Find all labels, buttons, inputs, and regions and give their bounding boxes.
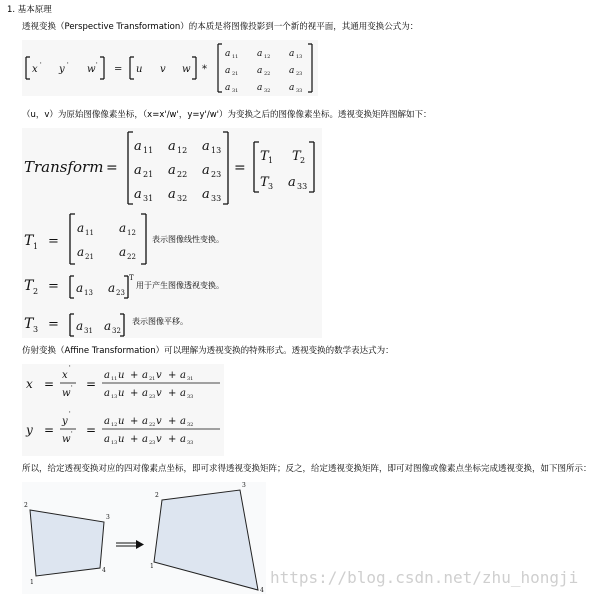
svg-text:v: v [156, 416, 162, 427]
right-corner-1: 1 [150, 563, 154, 570]
svg-text:u: u [118, 416, 125, 427]
conclusion-text: 所以，给定透视变换对应的四对像素点坐标，即可求得透视变换矩阵；反之，给定透视变换矩阵，即可对图像或像素点坐标完成透视变换，如下图所示： [22, 464, 592, 474]
svg-text:=: = [86, 377, 97, 391]
svg-text:a: a [257, 83, 263, 93]
svg-text:y: y [26, 423, 33, 437]
svg-text:2: 2 [300, 156, 306, 165]
svg-text:a: a [225, 49, 231, 59]
intro-text: 透视变换（Perspective Transformation）的本质是将图像投影到一个新的视平面，其通用变换公式为： [22, 22, 419, 32]
svg-text:2: 2 [33, 287, 39, 296]
svg-text:a: a [77, 221, 85, 235]
svg-text:': ' [69, 365, 71, 372]
svg-text:13: 13 [211, 146, 222, 155]
svg-text:': ' [67, 62, 69, 69]
svg-text:T: T [24, 278, 34, 294]
svg-text:12: 12 [264, 54, 271, 60]
svg-text:=: = [48, 279, 59, 294]
svg-text:v: v [160, 64, 166, 75]
watermark-url: https://blog.csdn.net/zhu_hongji [270, 568, 579, 587]
svg-text:12: 12 [177, 146, 188, 155]
svg-text:+: + [130, 416, 139, 427]
svg-text:23: 23 [116, 289, 125, 297]
svg-text:a: a [289, 66, 295, 76]
svg-text:22: 22 [177, 170, 188, 179]
svg-text:a: a [180, 370, 186, 381]
svg-text:=: = [44, 377, 55, 391]
svg-text:T: T [129, 274, 134, 282]
svg-text:a: a [76, 281, 84, 295]
svg-text:3: 3 [268, 182, 274, 191]
left-corner-3: 3 [106, 514, 110, 521]
svg-text:12: 12 [111, 422, 118, 428]
uv-text: （u，v）为原始图像像素坐标，（x=x'/w'，y=y'/w'）为变换之后的图像像素坐标。透视变换矩阵图解如下： [22, 110, 432, 120]
svg-text:T: T [24, 316, 34, 332]
svg-text:a: a [142, 416, 148, 427]
svg-text:x: x [26, 377, 33, 391]
svg-text:21: 21 [232, 71, 239, 77]
svg-text:31: 31 [187, 376, 194, 382]
svg-text:1: 1 [268, 156, 274, 165]
svg-text:y: y [62, 416, 68, 427]
svg-text:': ' [40, 62, 42, 69]
svg-text:13: 13 [111, 394, 118, 400]
svg-text:11: 11 [143, 146, 154, 155]
svg-text:=: = [234, 160, 246, 176]
svg-text:x: x [32, 64, 38, 75]
svg-text:a: a [134, 187, 142, 202]
svg-text:=: = [44, 423, 55, 437]
svg-text:a: a [134, 163, 142, 178]
svg-text:+: + [168, 434, 177, 445]
svg-text:a: a [104, 319, 112, 333]
left-corner-1: 1 [30, 579, 34, 586]
svg-text:a: a [289, 83, 295, 93]
svg-text:21: 21 [143, 170, 154, 179]
svg-text:33: 33 [211, 194, 222, 203]
svg-text:11: 11 [232, 54, 239, 60]
svg-text:a: a [119, 221, 127, 235]
svg-text:=: = [48, 317, 59, 332]
svg-text:': ' [71, 431, 73, 438]
svg-text:23: 23 [211, 170, 222, 179]
svg-text:33: 33 [187, 394, 194, 400]
svg-text:a: a [77, 245, 85, 259]
svg-text:a: a [288, 175, 296, 190]
svg-text:22: 22 [149, 422, 156, 428]
svg-text:u: u [118, 434, 125, 445]
svg-text:w: w [87, 64, 96, 75]
svg-text:+: + [130, 388, 139, 399]
svg-text:T: T [24, 233, 34, 249]
svg-text:=: = [114, 64, 123, 75]
xy-formulas [22, 364, 224, 456]
svg-text:a: a [225, 83, 231, 93]
svg-text:13: 13 [296, 54, 303, 60]
svg-text:u: u [136, 64, 143, 75]
svg-text:a: a [168, 187, 176, 202]
svg-text:32: 32 [264, 88, 271, 94]
svg-text:*: * [202, 64, 207, 75]
transform-arrow-icon [116, 540, 144, 549]
svg-text:23: 23 [149, 440, 156, 446]
svg-text:a: a [104, 434, 110, 445]
svg-text:a: a [142, 434, 148, 445]
svg-text:v: v [156, 370, 162, 381]
left-corner-4: 4 [102, 567, 106, 574]
svg-text:=: = [86, 423, 97, 437]
svg-text:u: u [118, 370, 125, 381]
t3-description: 表示图像平移。 [132, 317, 188, 326]
svg-text:a: a [202, 187, 210, 202]
svg-text:a: a [168, 139, 176, 154]
svg-text:a: a [76, 319, 84, 333]
svg-text:13: 13 [84, 289, 93, 297]
svg-text:': ' [96, 62, 98, 69]
svg-text:T: T [292, 149, 301, 164]
svg-text:a: a [289, 49, 295, 59]
svg-text:a: a [225, 66, 231, 76]
svg-text:22: 22 [264, 71, 271, 77]
svg-text:+: + [130, 434, 139, 445]
svg-text:a: a [119, 245, 127, 259]
svg-text:=: = [106, 160, 118, 176]
right-corner-3: 3 [242, 482, 246, 489]
svg-text:T: T [260, 175, 269, 190]
svg-text:a: a [134, 139, 142, 154]
svg-text:a: a [257, 49, 263, 59]
svg-text:22: 22 [127, 253, 136, 261]
svg-text:13: 13 [111, 440, 118, 446]
svg-text:21: 21 [149, 376, 156, 382]
svg-text:a: a [180, 388, 186, 399]
svg-text:a: a [104, 416, 110, 427]
svg-text:21: 21 [85, 253, 94, 261]
svg-text:a: a [180, 416, 186, 427]
affine-text: 仿射变换（Affine Transformation）可以理解为透视变换的特殊形式。透视变换的数学表达式为： [22, 346, 394, 356]
svg-text:+: + [130, 370, 139, 381]
svg-text:y: y [59, 64, 65, 75]
svg-text:33: 33 [187, 440, 194, 446]
left-corner-2: 2 [24, 502, 28, 509]
svg-text:11: 11 [85, 229, 94, 237]
t1-description: 表示图像线性变换。 [152, 235, 224, 244]
svg-text:': ' [71, 385, 73, 392]
right-corner-4: 4 [260, 587, 264, 594]
svg-text:1: 1 [33, 242, 39, 251]
svg-text:w: w [62, 434, 71, 445]
svg-text:3: 3 [33, 325, 39, 334]
svg-text:+: + [168, 388, 177, 399]
svg-text:w: w [62, 388, 71, 399]
svg-text:=: = [48, 234, 59, 249]
svg-text:a: a [202, 139, 210, 154]
svg-text:a: a [108, 281, 116, 295]
svg-text:a: a [142, 388, 148, 399]
svg-text:23: 23 [296, 71, 303, 77]
svg-text:11: 11 [111, 376, 118, 382]
svg-text:31: 31 [84, 327, 93, 335]
svg-text:33: 33 [297, 182, 308, 191]
svg-text:Transform: Transform [24, 158, 104, 176]
svg-text:': ' [69, 411, 71, 418]
svg-text:a: a [202, 163, 210, 178]
right-corner-2: 2 [155, 492, 159, 499]
general-transform-formula [22, 40, 318, 96]
svg-text:23: 23 [149, 394, 156, 400]
transform-matrix-diagram [22, 128, 322, 338]
svg-text:a: a [142, 370, 148, 381]
svg-text:31: 31 [143, 194, 154, 203]
svg-text:+: + [168, 370, 177, 381]
svg-text:+: + [168, 416, 177, 427]
svg-text:T: T [260, 149, 269, 164]
svg-text:32: 32 [112, 327, 121, 335]
section-title: 1. 基本原理 [7, 5, 52, 15]
svg-text:a: a [104, 388, 110, 399]
svg-text:a: a [257, 66, 263, 76]
svg-text:a: a [104, 370, 110, 381]
svg-text:12: 12 [127, 229, 136, 237]
svg-text:33: 33 [296, 88, 303, 94]
svg-text:v: v [156, 388, 162, 399]
svg-text:32: 32 [177, 194, 188, 203]
svg-text:v: v [156, 434, 162, 445]
quad-transform-diagram [22, 482, 266, 594]
svg-text:u: u [118, 388, 125, 399]
svg-text:32: 32 [187, 422, 194, 428]
svg-text:a: a [168, 163, 176, 178]
svg-text:w: w [182, 64, 191, 75]
svg-text:31: 31 [232, 88, 239, 94]
svg-text:a: a [180, 434, 186, 445]
svg-text:x: x [62, 370, 68, 381]
t2-description: 用于产生图像透视变换。 [136, 281, 224, 290]
